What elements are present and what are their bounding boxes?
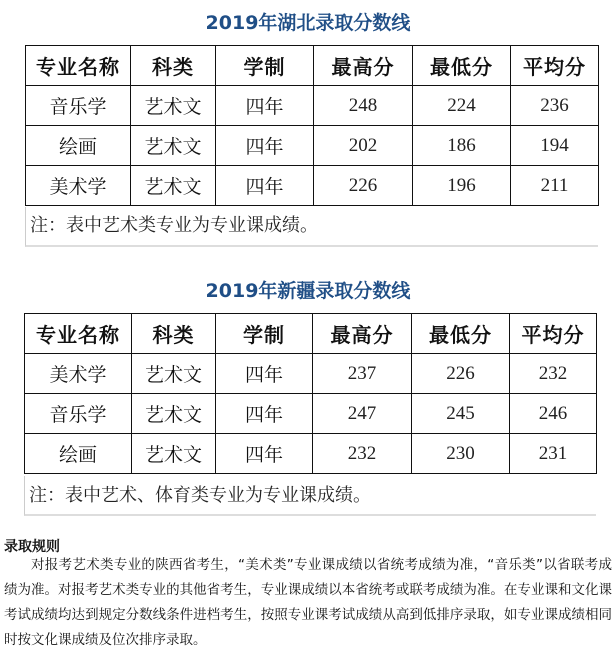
table-row [25,434,597,474]
cell-max-score: 248 [314,86,413,126]
table-row [26,126,599,166]
xinjiang-score-table [24,313,597,474]
header-major: 专业名称 [26,46,131,86]
cell-duration: 四年 [216,86,314,126]
header-duration: 学制 [216,46,314,86]
header-major: 专业名称 [25,314,132,354]
cell-avg-score: 246 [510,394,597,434]
cell-avg-score: 231 [510,434,597,474]
cell-min-score: 245 [412,394,510,434]
table-row [25,354,597,394]
xinjiang-table-note: 注：表中艺术、体育类专业为专业课成绩。 [24,476,596,516]
cell-category: 艺术文 [132,354,216,394]
xinjiang-table-title: 2019年新疆录取分数线 [205,280,411,302]
cell-major: 绘画 [25,434,132,474]
cell-category: 艺术文 [131,126,216,166]
cell-major: 绘画 [26,126,131,166]
cell-min-score: 224 [413,86,511,126]
cell-duration: 四年 [216,354,313,394]
hubei-score-table [25,45,599,206]
cell-duration: 四年 [216,394,313,434]
cell-major: 美术学 [26,166,131,206]
cell-major: 音乐学 [26,86,131,126]
hubei-table-note: 注：表中艺术类专业为专业课成绩。 [25,207,598,247]
table-header-row [25,314,597,354]
cell-major: 音乐学 [25,394,132,434]
cell-max-score: 232 [313,434,412,474]
table-row [25,394,597,434]
cell-category: 艺术文 [131,166,216,206]
table-row [26,166,599,206]
header-min-score: 最低分 [412,314,510,354]
cell-duration: 四年 [216,166,314,206]
cell-max-score: 247 [313,394,412,434]
header-avg-score: 平均分 [510,314,597,354]
header-duration: 学制 [216,314,313,354]
hubei-table-title: 2019年湖北录取分数线 [205,12,411,34]
cell-duration: 四年 [216,126,314,166]
cell-category: 艺术文 [132,394,216,434]
admission-rules-heading: 录取规则 [4,539,60,555]
cell-avg-score: 232 [510,354,597,394]
cell-category: 艺术文 [131,86,216,126]
cell-min-score: 186 [413,126,511,166]
cell-avg-score: 236 [511,86,599,126]
cell-min-score: 196 [413,166,511,206]
cell-max-score: 202 [314,126,413,166]
cell-max-score: 237 [313,354,412,394]
table-header-row [26,46,599,86]
header-max-score: 最高分 [314,46,413,86]
cell-avg-score: 194 [511,126,599,166]
cell-category: 艺术文 [132,434,216,474]
header-avg-score: 平均分 [511,46,599,86]
cell-major: 美术学 [25,354,132,394]
cell-max-score: 226 [314,166,413,206]
cell-min-score: 226 [412,354,510,394]
cell-duration: 四年 [216,434,313,474]
admission-rules-body: 对报考艺术类专业的陕西省考生，“美术类”专业课成绩以省统考成绩为准，“音乐类”以省联考成绩为准。对报考艺术类专业的其他省考生，专业课成绩以本省统考或联考成绩为准。在专业课和文化课考试成绩均达到规定分数线条件进档考生，按照专业课考试成绩从高到低排序录取，如专业课成绩相同时按文化课成绩及位次排序录取。 [4,557,612,648]
cell-min-score: 230 [412,434,510,474]
header-min-score: 最低分 [413,46,511,86]
table-row [26,86,599,126]
header-category: 科类 [132,314,216,354]
cell-avg-score: 211 [511,166,599,206]
header-max-score: 最高分 [313,314,412,354]
header-category: 科类 [131,46,216,86]
